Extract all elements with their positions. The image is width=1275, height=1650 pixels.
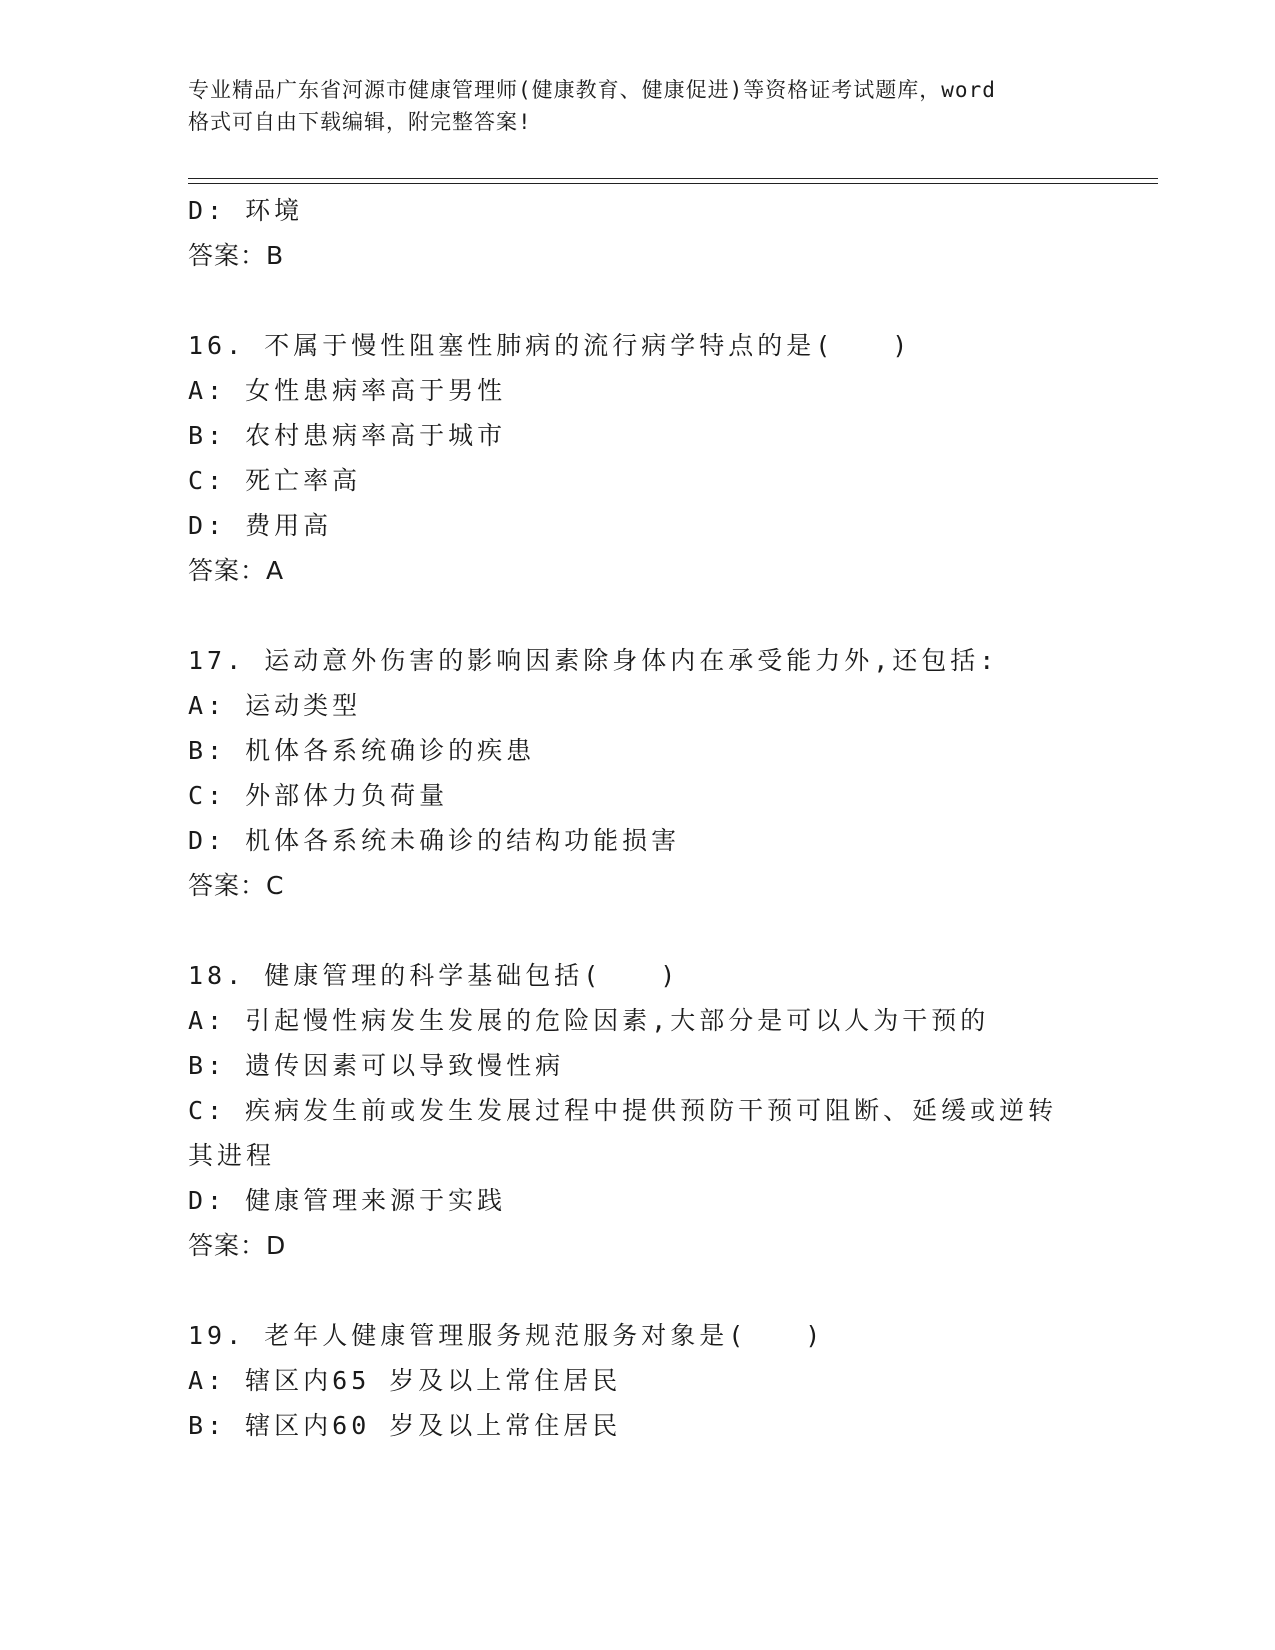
question-18 (188, 953, 1078, 1268)
option-d: D: 机体各系统未确诊的结构功能损害 (188, 826, 681, 855)
answer-line: 答案：B (188, 241, 285, 270)
question-list (188, 188, 1078, 1448)
header-divider-bottom (188, 183, 1158, 184)
option-d: D: 健康管理来源于实践 (188, 1186, 507, 1215)
option-b: B: 遗传因素可以导致慢性病 (188, 1051, 565, 1080)
option-b: B: 机体各系统确诊的疾患 (188, 736, 536, 765)
spacer (188, 593, 1078, 638)
spacer (188, 278, 1078, 323)
question-19 (188, 1313, 1078, 1448)
question-15-tail (188, 188, 1078, 278)
option-c: C: 疾病发生前或发生发展过程中提供预防干预可阻断、延缓或逆转其进程 (188, 1096, 1058, 1170)
answer-line: 答案：C (188, 871, 285, 900)
question-17 (188, 638, 1078, 908)
header-line-1: 专业精品广东省河源市健康管理师(健康教育、健康促进)等资格证考试题库，word (188, 78, 996, 102)
option-b: B: 农村患病率高于城市 (188, 421, 507, 450)
option-a: A: 辖区内65 岁及以上常住居民 (188, 1366, 622, 1395)
answer-line: 答案：A (188, 556, 285, 585)
header-divider-top (188, 178, 1158, 179)
option-b: B: 辖区内60 岁及以上常住居民 (188, 1411, 622, 1440)
question-stem: 17. 运动意外伤害的影响因素除身体内在承受能力外,还包括: (188, 646, 999, 675)
option-d: D: 环境 (188, 196, 304, 225)
spacer (188, 908, 1078, 953)
option-a: A: 女性患病率高于男性 (188, 376, 507, 405)
option-a: A: 引起慢性病发生发展的危险因素,大部分是可以人为干预的 (188, 1006, 990, 1035)
option-c: C: 外部体力负荷量 (188, 781, 449, 810)
header-line-2: 格式可自由下载编辑，附完整答案! (188, 110, 532, 134)
question-stem: 19. 老年人健康管理服务规范服务对象是( ) (188, 1321, 825, 1350)
spacer (188, 1268, 1078, 1313)
document-header (188, 74, 1088, 138)
option-c: C: 死亡率高 (188, 466, 362, 495)
question-16 (188, 323, 1078, 593)
question-stem: 18. 健康管理的科学基础包括( ) (188, 961, 680, 990)
option-d: D: 费用高 (188, 511, 333, 540)
answer-line: 答案：D (188, 1231, 287, 1260)
question-stem: 16. 不属于慢性阻塞性肺病的流行病学特点的是( ) (188, 331, 912, 360)
option-a: A: 运动类型 (188, 691, 362, 720)
